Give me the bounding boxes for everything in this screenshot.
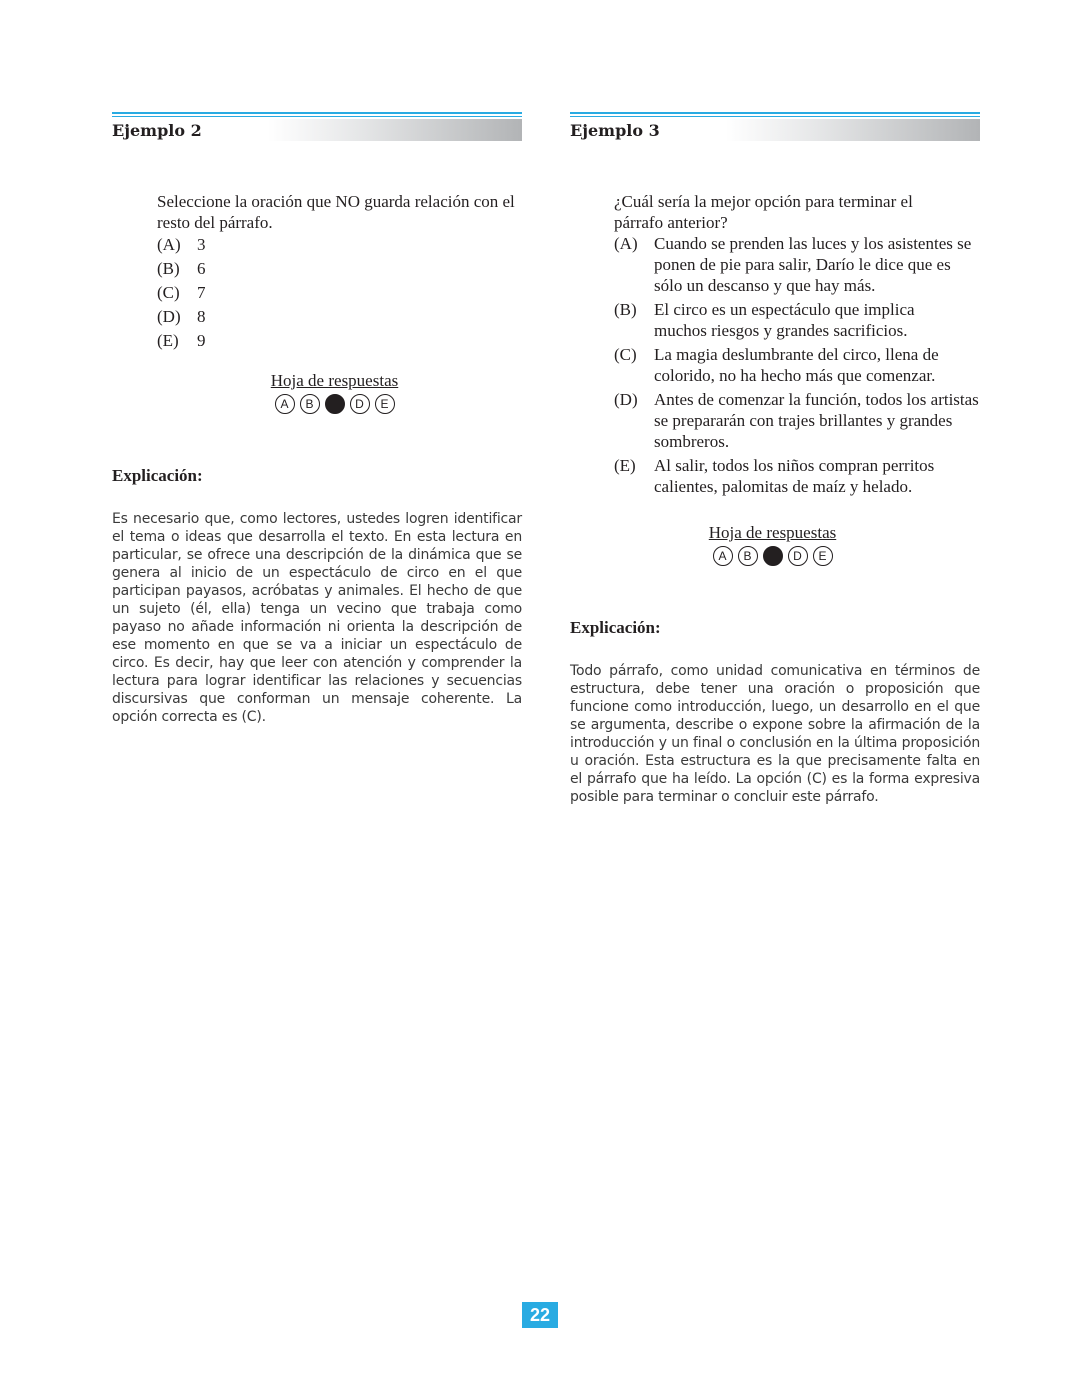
option-item: (C) 7 <box>157 283 206 302</box>
bubble-a: A <box>713 546 733 566</box>
answer-bubbles <box>640 546 905 566</box>
heading-rule <box>570 112 980 114</box>
example-2-section <box>112 112 522 726</box>
option-item: (A) 3 <box>157 235 206 254</box>
question-text: ¿Cuál sería la mejor opción para terminar el párrafo anterior? <box>614 192 913 232</box>
bubble-b: B <box>300 394 320 414</box>
bubble-e: E <box>375 394 395 414</box>
bubble-b: B <box>738 546 758 566</box>
heading-rule-thin <box>112 116 522 117</box>
explanation-text: Todo párrafo, como unidad comunicativa en términos de estructura, debe tener una oración o proposición que funcione como introducción, luego, un desarrollo en el que se argumenta, describe o expone sobre la afirmación de la introducción y un final o conclusión en la última proposición u oración. Esta estructura es la que precisamente falta en el párrafo que ha leído. La opción (C) es la forma expresiva posible para terminar o concluir este párrafo. <box>570 663 980 805</box>
bubble-d: D <box>788 546 808 566</box>
page-number: 22 <box>522 1302 558 1328</box>
example-3-section <box>570 112 980 806</box>
options-list <box>570 233 980 497</box>
options-list <box>112 233 522 353</box>
answer-bubbles <box>202 394 467 414</box>
explanation-title: Explicación: <box>570 618 661 637</box>
option-item: (D) Antes de comenzar la función, todos los artistas se prepararán con trajes brillantes y grandes sombreros. <box>614 390 979 451</box>
bubble-d: D <box>350 394 370 414</box>
answer-sheet-label: Hoja de respuestas <box>270 371 399 390</box>
bubble-c-selected <box>763 546 783 566</box>
option-item: (E) 9 <box>157 331 206 350</box>
bubble-c-selected <box>325 394 345 414</box>
heading-rule-thin <box>570 116 980 117</box>
bubble-a: A <box>275 394 295 414</box>
example-heading: Ejemplo 2 <box>112 121 202 140</box>
option-item: (B) El circo es un espectáculo que implica muchos riesgos y grandes sacrificios. <box>614 300 915 340</box>
option-item: (C) La magia deslumbrante del circo, llena de colorido, no ha hecho más que comenzar. <box>614 345 939 385</box>
explanation-text: Es necesario que, como lectores, ustedes logren identificar el tema o ideas que desarrolla el texto. En esta lectura en particular, se ofrece una descripción de la dinámica que se genera al inicio de un espectáculo de circo en el que participan payasos, acróbatas y animales. El hecho de que un sujeto (él, ella) tenga un vecino que trabaja como payaso no añade información ni orienta la descripción de ese momento en que se va a iniciar un espectáculo de circo. Es decir, hay que leer con atención y comprender la lectura para lograr identificar las relaciones y secuencias discursivas que conforman un mensaje coherente. La opción correcta es (C). <box>112 511 522 725</box>
heading-bar <box>570 119 980 141</box>
bubble-e: E <box>813 546 833 566</box>
answer-sheet-label: Hoja de respuestas <box>708 523 837 542</box>
explanation-title: Explicación: <box>112 466 203 485</box>
question-text: Seleccione la oración que NO guarda relación con el resto del párrafo. <box>157 192 515 232</box>
option-item: (B) 6 <box>157 259 206 278</box>
option-item: (D) 8 <box>157 307 206 326</box>
answer-sheet <box>640 523 905 566</box>
answer-sheet <box>202 371 467 414</box>
option-item: (A) Cuando se prenden las luces y los asistentes se ponen de pie para salir, Darío le dice que es sólo un descanso y que hay más. <box>614 234 972 295</box>
example-heading: Ejemplo 3 <box>570 121 660 140</box>
heading-rule <box>112 112 522 114</box>
option-item: (E) Al salir, todos los niños compran perritos calientes, palomitas de maíz y helado. <box>614 456 935 496</box>
heading-bar <box>112 119 522 141</box>
